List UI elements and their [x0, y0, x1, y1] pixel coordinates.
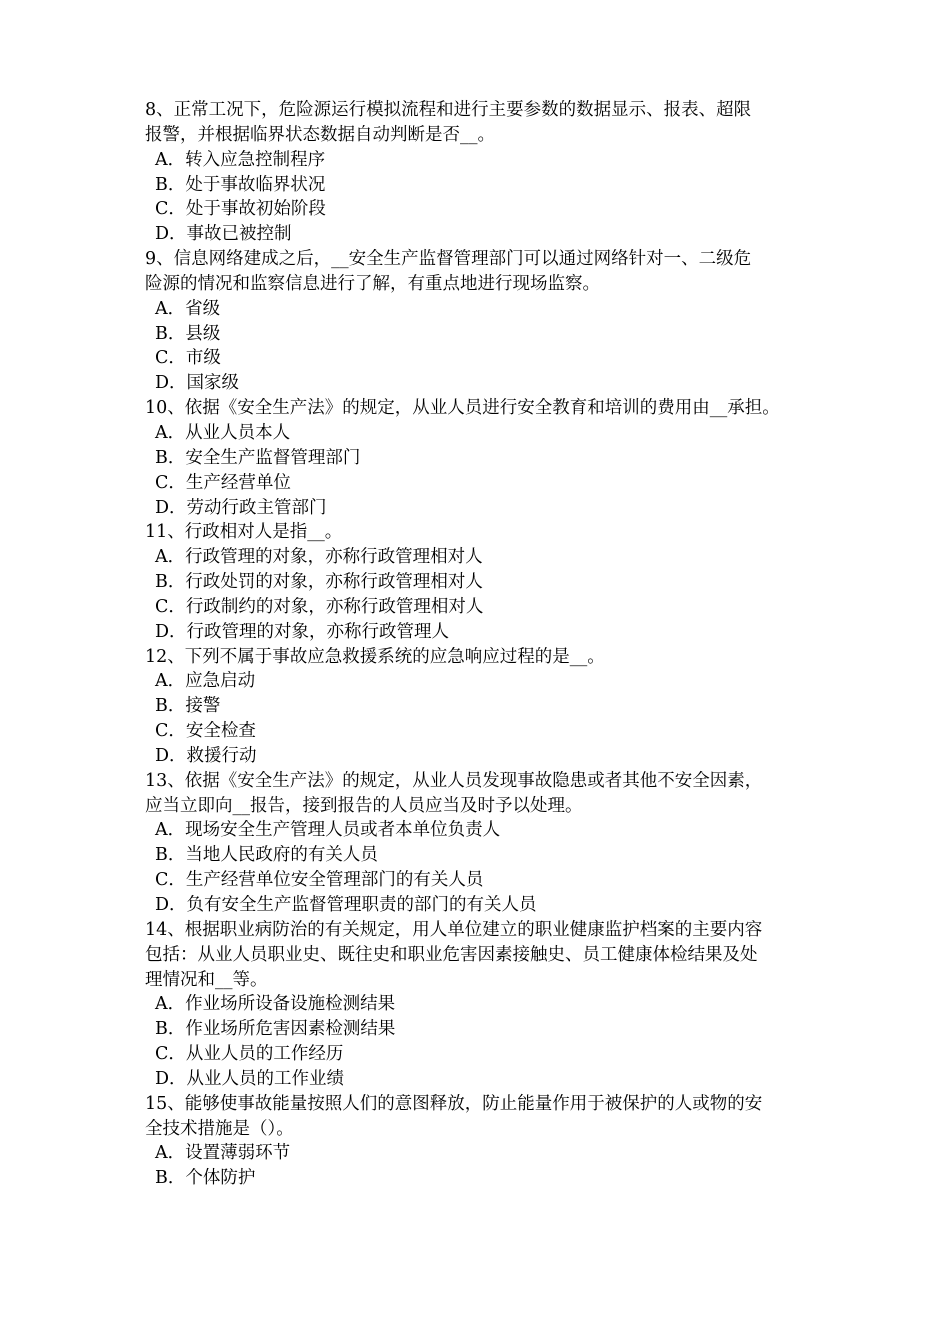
question-text-line: 险源的情况和监察信息进行了解，有重点地进行现场监察。	[145, 273, 600, 294]
question-10	[145, 396, 810, 520]
question-text-line: 11、行政相对人是指__。	[145, 522, 343, 543]
option-a: A．作业场所设备设施检测结果	[155, 994, 396, 1015]
option-b: B．县级	[155, 323, 221, 344]
question-14	[145, 918, 810, 1092]
question-text-line: 9、信息网络建成之后，__安全生产监督管理部门可以通过网络针对一、二级危	[145, 249, 752, 270]
option-c: C．安全检查	[155, 721, 256, 742]
option-b: B．处于事故临界状况	[155, 174, 326, 195]
question-11	[145, 520, 810, 644]
option-a: A．转入应急控制程序	[155, 149, 326, 170]
question-8	[145, 98, 810, 247]
option-a: A．设置薄弱环节	[155, 1143, 291, 1164]
option-c: C．生产经营单位	[155, 472, 291, 493]
question-text-line: 14、根据职业病防治的有关规定，用人单位建立的职业健康监护档案的主要内容	[145, 919, 763, 940]
question-text-line: 12、下列不属于事故应急救援系统的应急响应过程的是__。	[145, 646, 605, 667]
option-d: D．劳动行政主管部门	[155, 497, 327, 518]
option-d: D．负有安全生产监督管理职责的部门的有关人员	[155, 895, 537, 915]
option-c: C．从业人员的工作经历	[155, 1044, 344, 1065]
question-text-line: 理情况和__等。	[145, 969, 268, 990]
question-text-line: 应当立即向__报告，接到报告的人员应当及时予以处理。	[145, 795, 583, 816]
option-a: A．省级	[155, 298, 221, 319]
question-text-line: 8、正常工况下，危险源运行模拟流程和进行主要参数的数据显示、报表、超限	[145, 100, 752, 120]
document-page	[145, 98, 810, 1191]
question-text-line: 包括：从业人员职业史、既往史和职业危害因素接触史、员工健康体检结果及处	[145, 944, 758, 965]
option-b: B．接警	[155, 696, 221, 717]
option-b: B．个体防护	[155, 1168, 256, 1189]
option-c: C．处于事故初始阶段	[155, 199, 326, 220]
option-c: C．生产经营单位安全管理部门的有关人员	[155, 870, 484, 891]
option-a: A．行政管理的对象，亦称行政管理相对人	[155, 547, 483, 568]
option-a: A．应急启动	[155, 671, 256, 692]
question-9	[145, 247, 810, 396]
option-b: B．作业场所危害因素检测结果	[155, 1019, 396, 1040]
question-12	[145, 645, 810, 769]
option-a: A．现场安全生产管理人员或者本单位负责人	[155, 820, 501, 841]
question-text-line: 全技术措施是（）。	[145, 1118, 294, 1139]
option-d: D．事故已被控制	[155, 224, 292, 245]
question-text-line: 10、依据《安全生产法》的规定，从业人员进行安全教育和培训的费用由__承担。	[145, 398, 780, 419]
option-a: A．从业人员本人	[155, 422, 291, 443]
option-d: D．行政管理的对象，亦称行政管理人	[155, 621, 450, 642]
option-c: C．行政制约的对象，亦称行政管理相对人	[155, 596, 484, 617]
question-13	[145, 769, 810, 918]
option-d: D．救援行动	[155, 745, 257, 766]
question-text-line: 报警，并根据临界状态数据自动判断是否__。	[145, 124, 495, 145]
option-b: B．当地人民政府的有关人员	[155, 845, 378, 866]
option-b: B．安全生产监督管理部门	[155, 447, 361, 468]
question-text-line: 15、能够使事故能量按照人们的意图释放，防止能量作用于被保护的人或物的安	[145, 1093, 763, 1114]
option-b: B．行政处罚的对象，亦称行政管理相对人	[155, 572, 483, 593]
option-d: D．国家级	[155, 373, 240, 394]
option-c: C．市级	[155, 348, 221, 369]
question-text-line: 13、依据《安全生产法》的规定，从业人员发现事故隐患或者其他不安全因素，	[145, 770, 763, 791]
option-d: D．从业人员的工作业绩	[155, 1068, 345, 1089]
question-15	[145, 1092, 810, 1191]
